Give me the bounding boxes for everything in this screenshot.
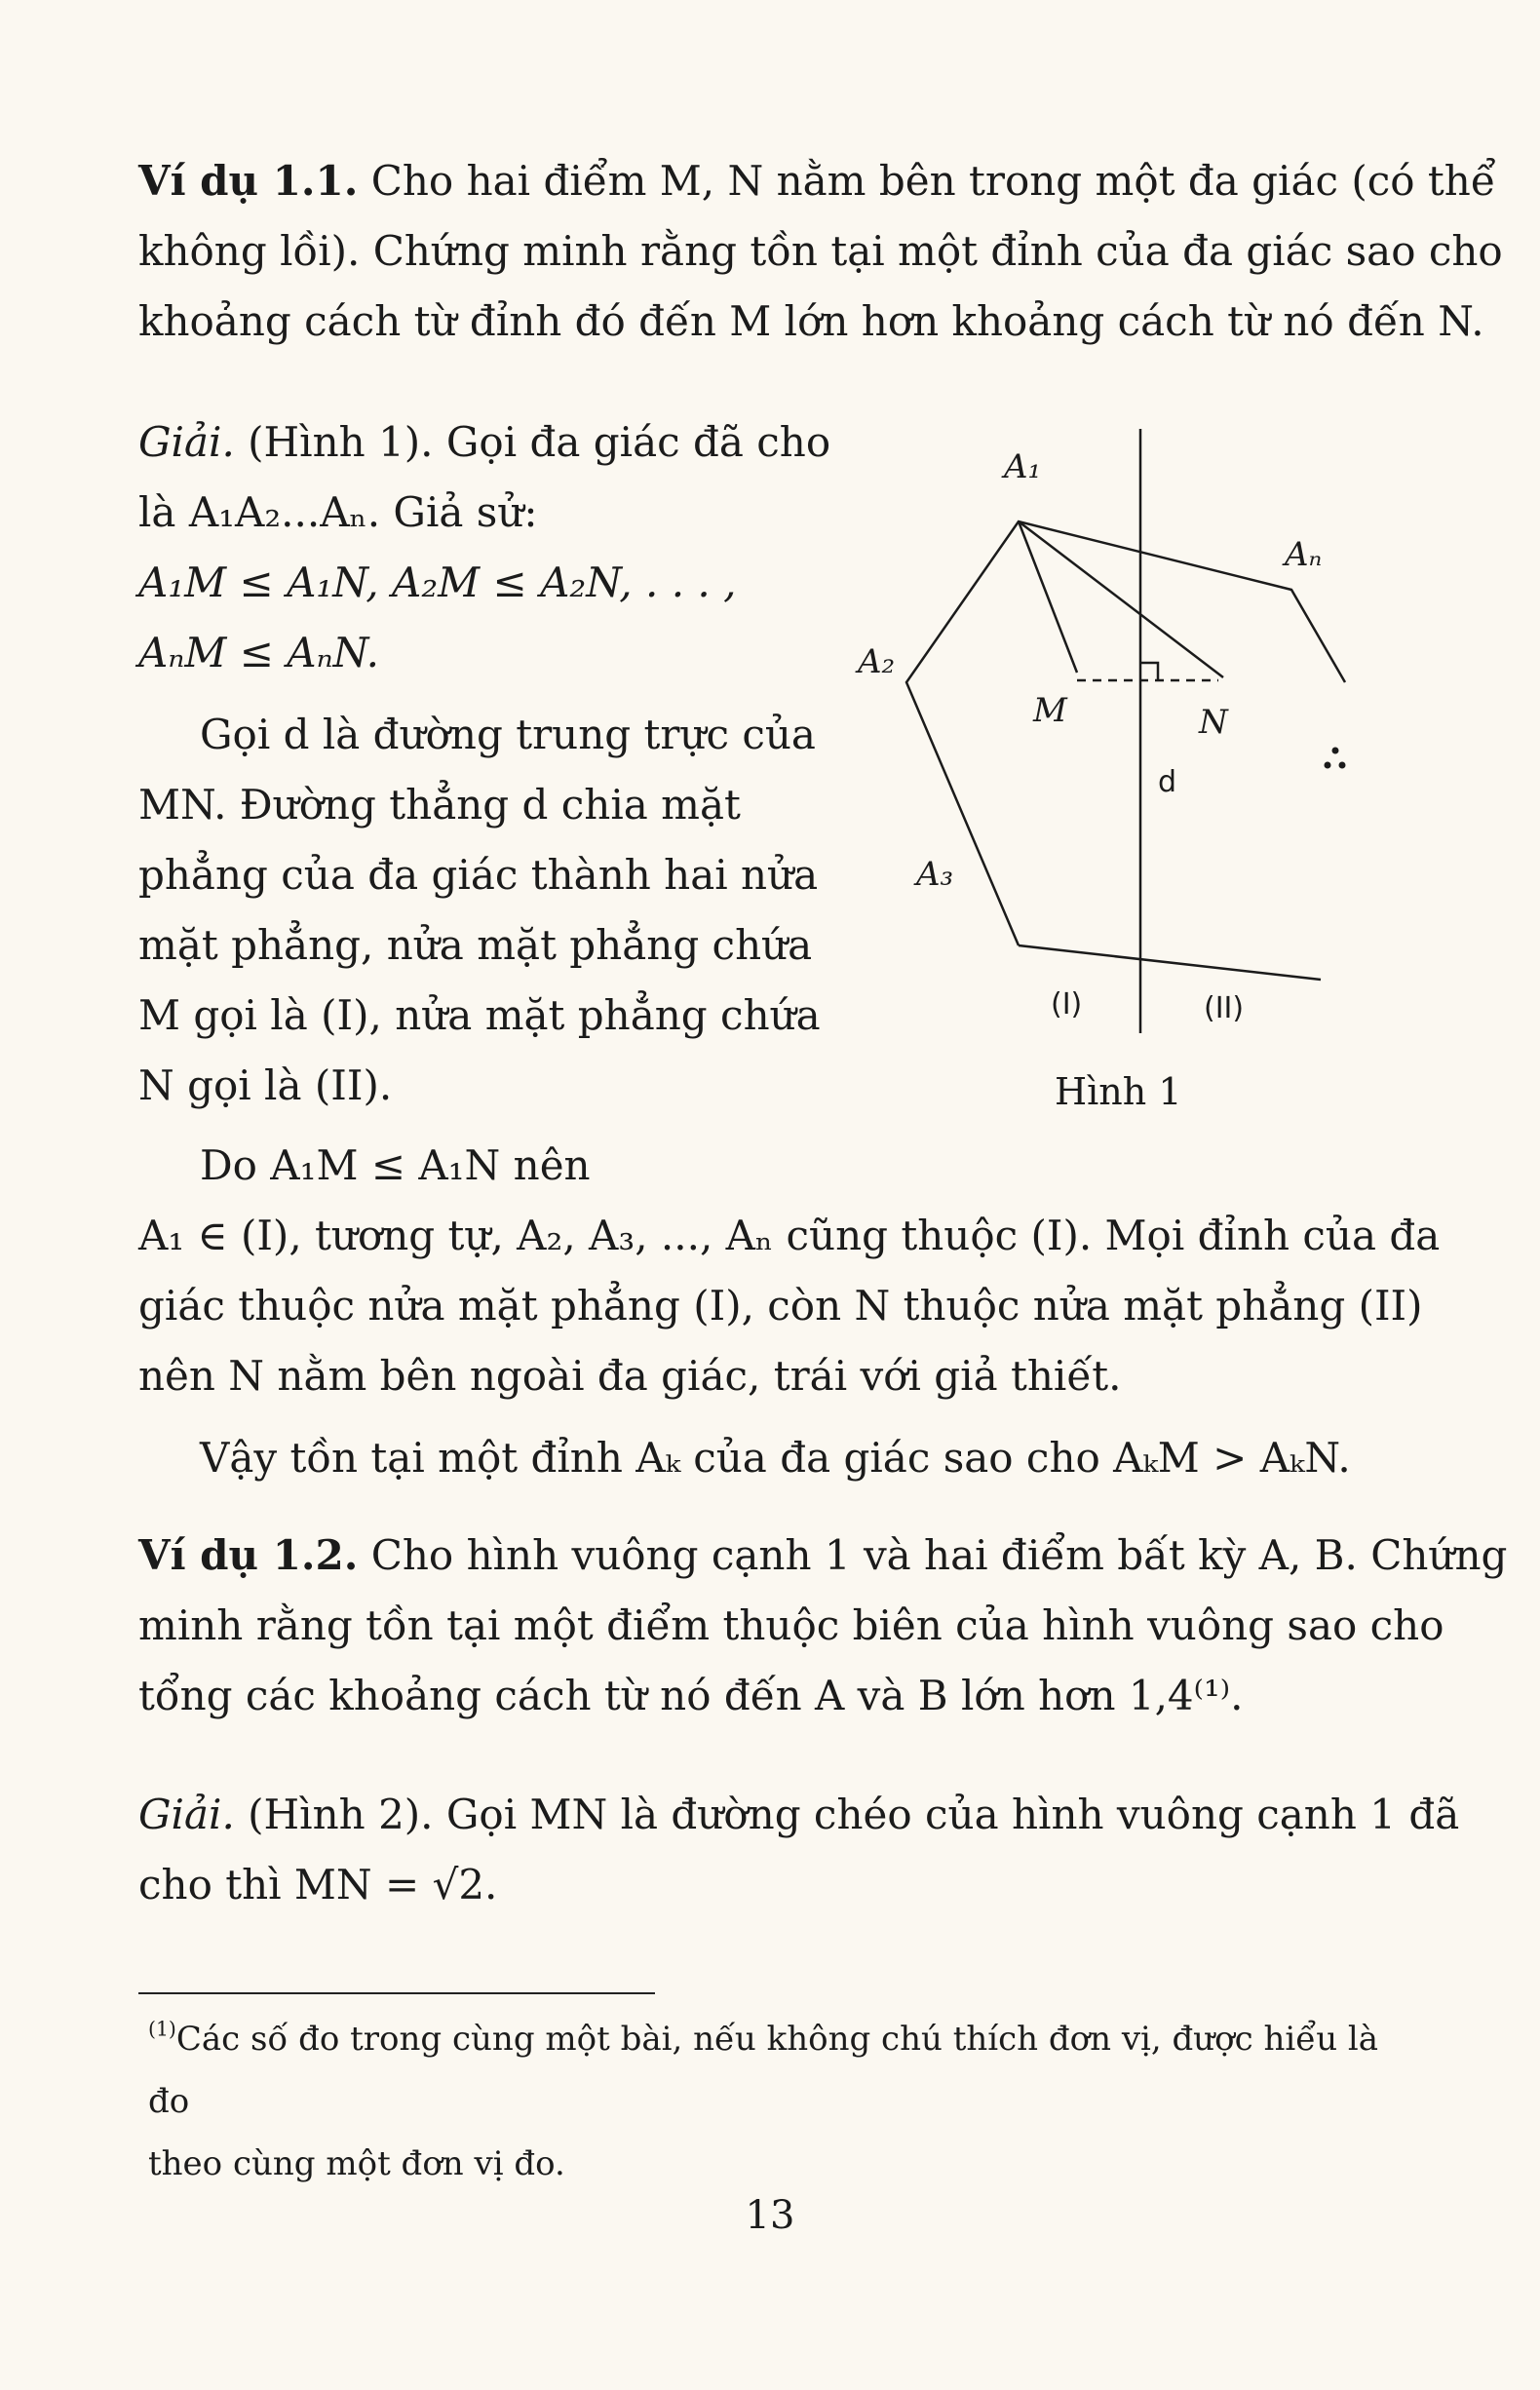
solution1-para2-line6: N gọi là (II). [138, 1061, 393, 1109]
label-n: N [1199, 703, 1228, 742]
polygon-edge [906, 521, 1345, 945]
solution1-para2-line1: Gọi d là đường trung trực của [200, 711, 816, 758]
footnote-marker: (1) [148, 2017, 176, 2041]
solution1-conclusion: Vậy tồn tại một đỉnh Aₖ của đa giác sao cho AₖM > AₖN. [200, 1434, 1351, 1482]
figure-1 [828, 429, 1374, 1131]
figure-1-caption: Hình 1 [1055, 1070, 1182, 1113]
ellipsis-dots [1325, 748, 1346, 769]
example2-line2: minh rằng tồn tại một điểm thuộc biên của hình vuông sao cho [138, 1601, 1444, 1649]
figure-1-diagram [828, 429, 1374, 1131]
solution2-line2: cho thì MN = √2. [138, 1861, 498, 1908]
label-a1: A₁ [1004, 447, 1042, 486]
label-m: M [1033, 691, 1067, 730]
label-an: Aₙ [1285, 535, 1323, 574]
solution2-line1: Giải. (Hình 2). Gọi MN là đường chéo của hình vuông cạnh 1 đã [138, 1791, 1460, 1838]
solution1-line2: là A₁A₂...Aₙ. Giả sử: [138, 488, 538, 536]
solution1-para2-line5: M gọi là (I), nửa mặt phẳng chứa [138, 991, 821, 1039]
solution1-line3: A₁M ≤ A₁N, A₂M ≤ A₂N, . . . , [138, 559, 737, 606]
label-half-plane-1: (I) [1051, 987, 1083, 1022]
footnote [148, 2008, 1415, 2195]
example2-label: Ví dụ 1.2. [138, 1531, 359, 1579]
polygon-edge [1019, 945, 1321, 980]
page-number: 13 [745, 2193, 795, 2238]
example1-label: Ví dụ 1.1. [138, 157, 359, 205]
solution1-line1: Giải. (Hình 1). Gọi đa giác đã cho [138, 418, 831, 466]
example2-line1: Ví dụ 1.2. Cho hình vuông cạnh 1 và hai điểm bất kỳ A, B. Chứng [138, 1531, 1508, 1579]
label-half-plane-2: (II) [1204, 991, 1245, 1025]
footnote-line2: theo cùng một đơn vị đo. [148, 2144, 565, 2183]
solution1-para3-line3: giác thuộc nửa mặt phẳng (I), còn N thuộc nửa mặt phẳng (II) [138, 1282, 1423, 1330]
footnote-line1: $^{(1)}$Các số đo trong cùng một bài, nếu không chú thích đơn vị, được hiểu là đo [148, 2017, 1379, 2121]
example1-line2: không lồi). Chứng minh rằng tồn tại một đỉnh của đa giác sao cho [138, 227, 1503, 275]
right-angle-mark [1140, 663, 1158, 680]
solution1-para2-line4: mặt phẳng, nửa mặt phẳng chứa [138, 921, 813, 969]
solution1-para3-line4: nên N nằm bên ngoài đa giác, trái với giả thiết. [138, 1352, 1122, 1400]
label-d: d [1158, 765, 1177, 799]
label-a2: A₂ [858, 642, 896, 681]
footnote-rule [138, 1992, 655, 1994]
solution1-para3-line2: A₁ ∈ (I), tương tự, A₂, A₃, ..., Aₙ cũng thuộc (I). Mọi đỉnh của đa [138, 1212, 1441, 1259]
example2-line3: tổng các khoảng cách từ nó đến A và B lớn hơn 1,4⁽¹⁾. [138, 1672, 1244, 1719]
label-a3: A₃ [916, 855, 954, 894]
solution1-para3-line1: Do A₁M ≤ A₁N nên [200, 1141, 591, 1189]
example1-line3: khoảng cách từ đỉnh đó đến M lớn hơn khoảng cách từ nó đến N. [138, 297, 1484, 345]
solution1-line4: AₙM ≤ AₙN. [138, 629, 380, 676]
example1-line1: Ví dụ 1.1. Cho hai điểm M, N nằm bên trong một đa giác (có thể [138, 157, 1496, 205]
solution1-para2-line3: phẳng của đa giác thành hai nửa [138, 851, 819, 899]
solution1-label: Giải. [138, 418, 235, 466]
solution2-label: Giải. [138, 1791, 235, 1838]
solution1-para2-line2: MN. Đường thẳng d chia mặt [138, 781, 741, 829]
